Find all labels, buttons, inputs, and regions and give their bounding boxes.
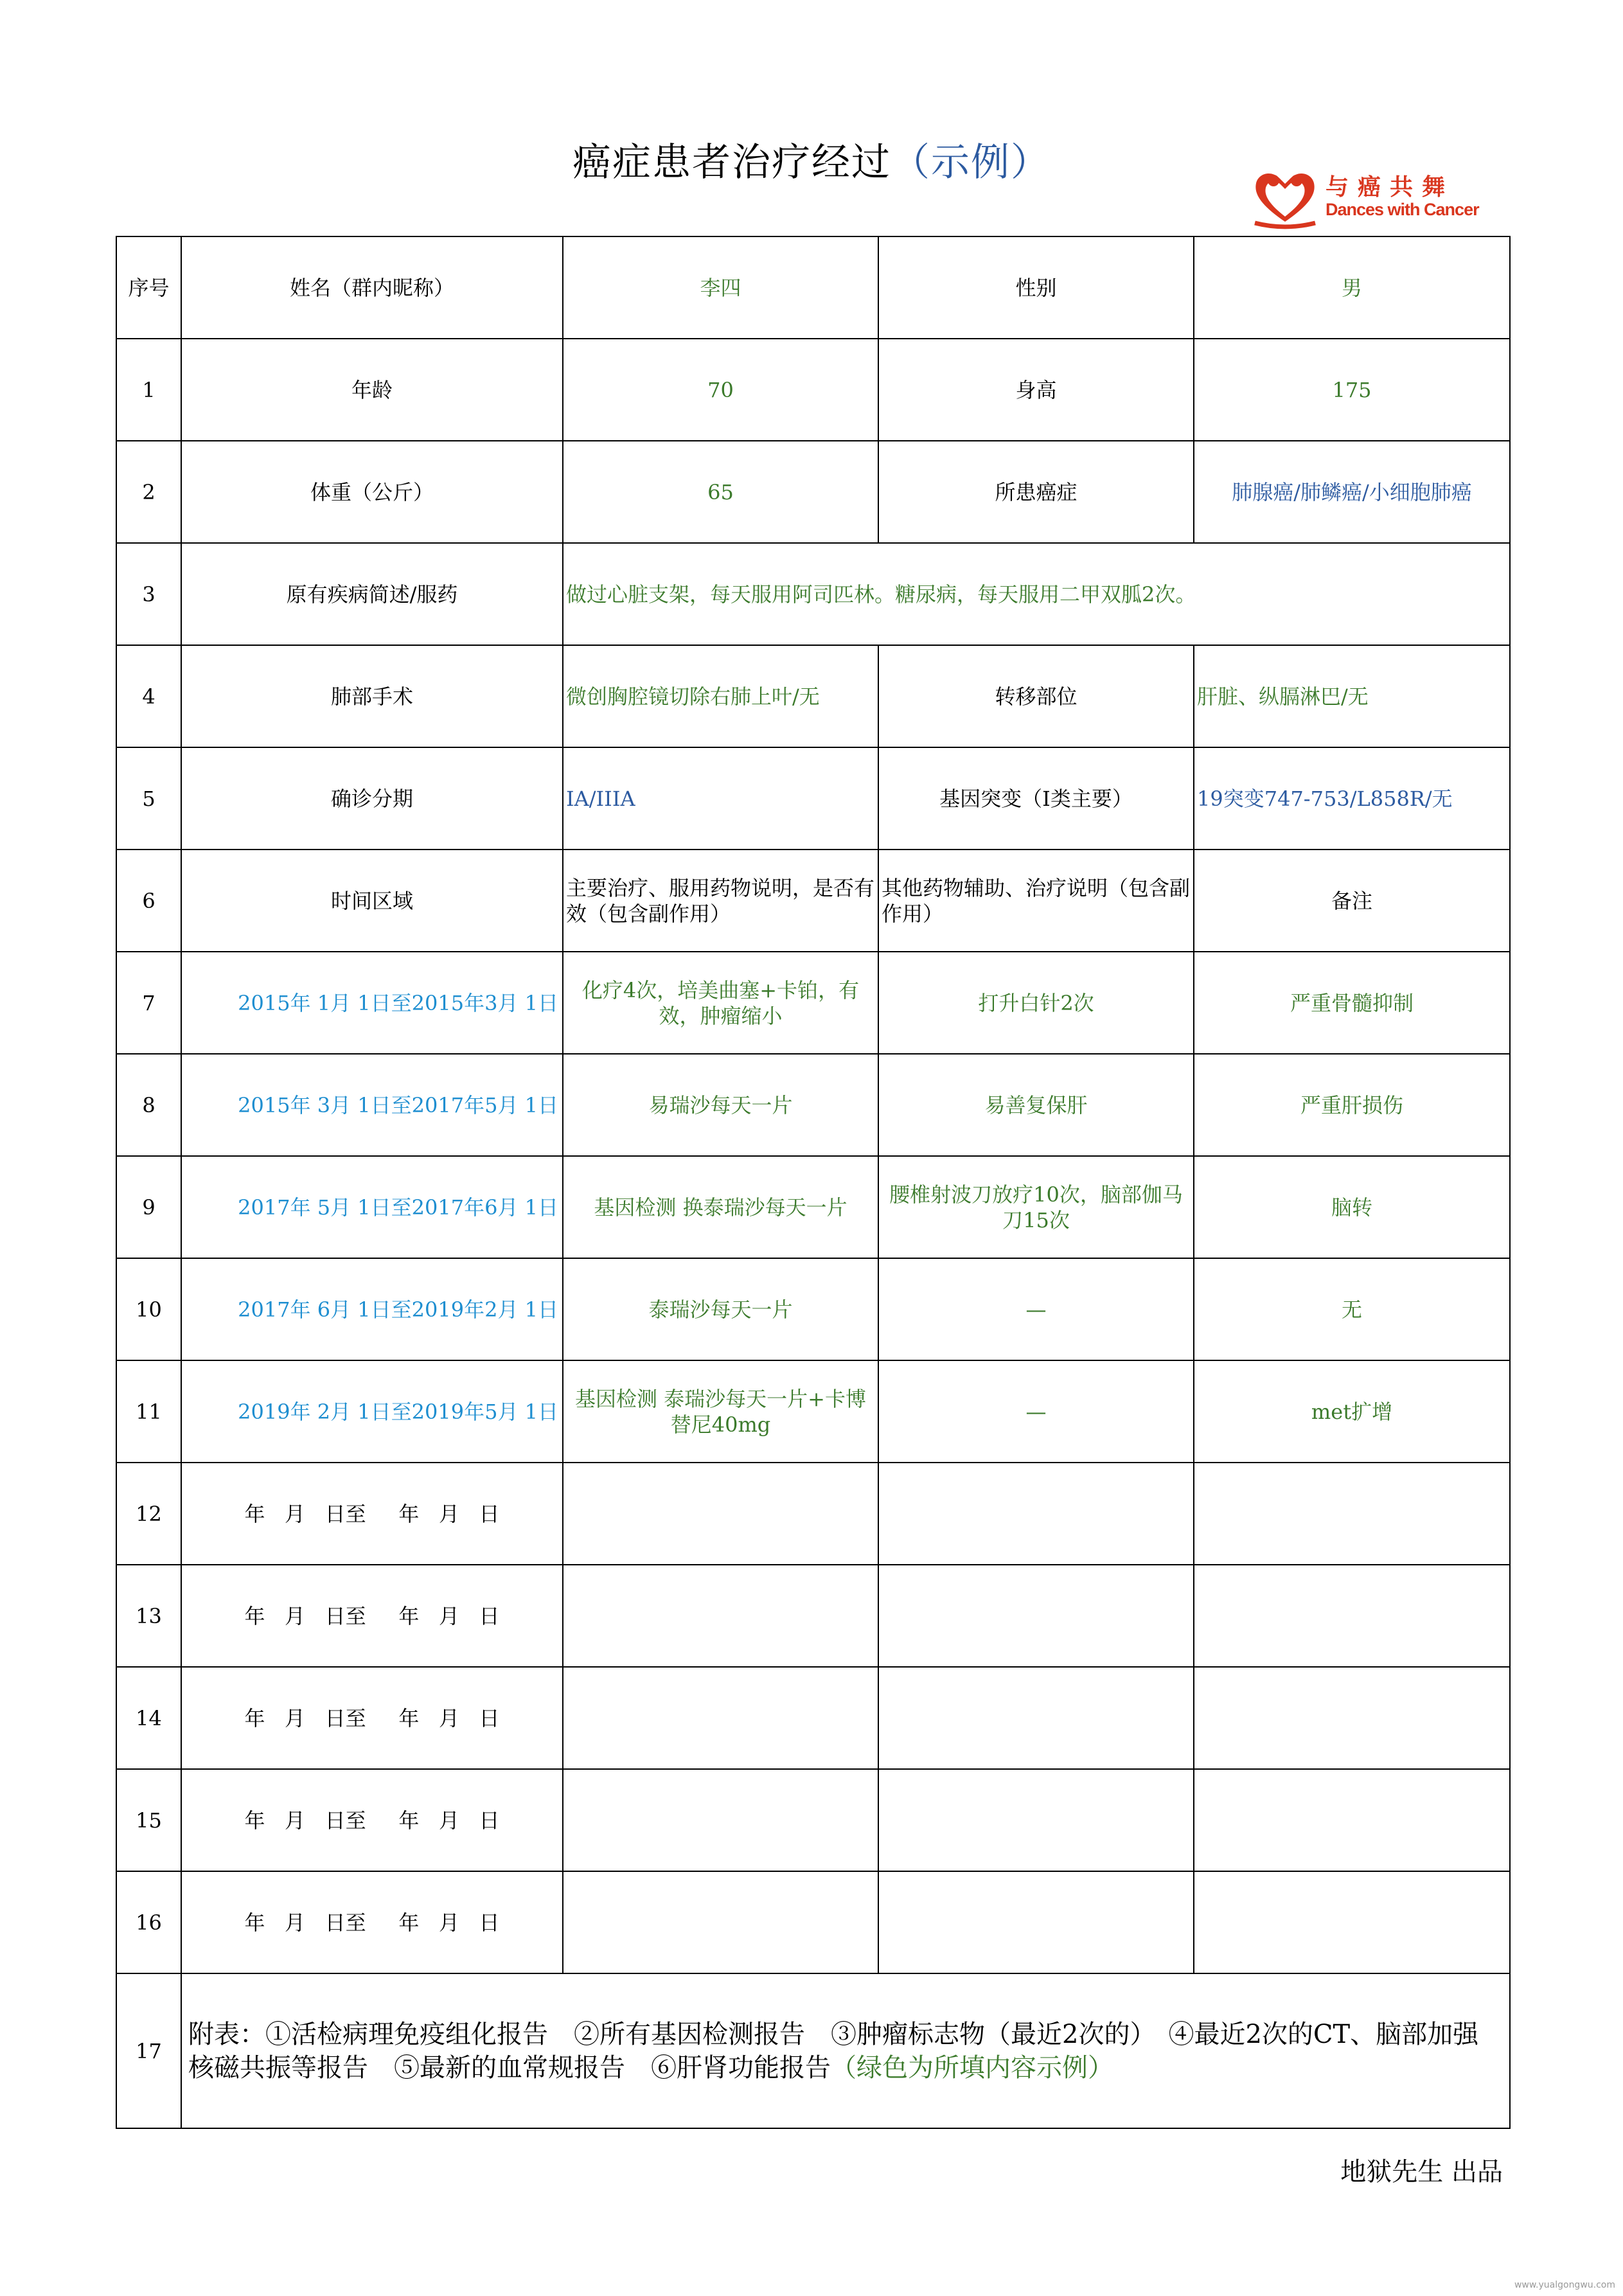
row-seq: 10 [116, 1258, 181, 1360]
watermark: www.yualgongwu.com [1514, 2280, 1615, 2290]
history-value: 做过心脏支架，每天服用阿司匹林。糖尿病，每天服用二甲双胍2次。 [563, 543, 1510, 645]
row-seq: 3 [116, 543, 181, 645]
logo-cn-text: 与癌共舞 [1326, 174, 1455, 200]
table-row [116, 543, 1510, 645]
main-treatment: 化疗4次，培美曲塞+卡铂，有效，肿瘤缩小 [563, 952, 878, 1054]
table-row [116, 1258, 1510, 1360]
footer-credit: 地狱先生 出品 [1340, 2157, 1503, 2187]
row-seq: 1 [116, 339, 181, 441]
main-treatment: 泰瑞沙每天一片 [563, 1258, 878, 1360]
height-value: 175 [1194, 339, 1510, 441]
blank-cell[interactable] [1194, 1463, 1510, 1565]
appendix-cell [181, 1973, 1510, 2128]
remark: met扩增 [1194, 1360, 1510, 1463]
date-to: 2015年3月 1日 [411, 990, 558, 1015]
stage-label: 确诊分期 [181, 747, 563, 850]
table-row [116, 1156, 1510, 1258]
date-separator: 至 [391, 1092, 412, 1117]
age-label: 年龄 [181, 339, 563, 441]
date-separator: 至 [391, 1195, 412, 1220]
name-label: 姓名（群内昵称） [181, 236, 563, 339]
logo [1243, 164, 1487, 235]
main-treatment: 基因检测 换泰瑞沙每天一片 [563, 1156, 878, 1258]
date-range [181, 1156, 563, 1258]
date-from: 2017年 5月 1日 [238, 1195, 391, 1220]
history-label: 原有疾病简述/服药 [181, 543, 563, 645]
gender-value: 男 [1194, 236, 1510, 339]
treatment-table [116, 236, 1511, 2129]
blank-cell[interactable] [563, 1565, 878, 1667]
row-seq: 13 [116, 1565, 181, 1667]
date-to: 2019年2月 1日 [411, 1297, 558, 1322]
row-seq: 11 [116, 1360, 181, 1463]
date-from: 2017年 6月 1日 [238, 1297, 391, 1322]
row-seq: 9 [116, 1156, 181, 1258]
blank-cell[interactable] [1194, 1871, 1510, 1973]
date-separator: 至 [391, 990, 412, 1015]
row-seq: 4 [116, 645, 181, 747]
title-example-tag: （示例） [891, 140, 1051, 185]
weight-value: 65 [563, 441, 878, 543]
blank-cell[interactable] [563, 1769, 878, 1871]
date-range [181, 952, 563, 1054]
aux-treatment: — [878, 1258, 1194, 1360]
row-seq: 14 [116, 1667, 181, 1769]
table-row [116, 1054, 1510, 1156]
row-seq: 8 [116, 1054, 181, 1156]
aux-treatment: — [878, 1360, 1194, 1463]
table-row [116, 1463, 1510, 1565]
blank-cell[interactable] [878, 1463, 1194, 1565]
blank-date-range[interactable]: 年 月 日至 年 月 日 [181, 1565, 563, 1667]
main-treatment: 易瑞沙每天一片 [563, 1054, 878, 1156]
cancer-type-value: 肺腺癌/肺鳞癌/小细胞肺癌 [1194, 441, 1510, 543]
remark: 严重肝损伤 [1194, 1054, 1510, 1156]
seq-header: 序号 [116, 236, 181, 339]
title-main: 癌症患者治疗经过 [572, 140, 891, 185]
table-row [116, 645, 1510, 747]
blank-date-range[interactable]: 年 月 日至 年 月 日 [181, 1667, 563, 1769]
appendix-row [116, 1973, 1510, 2128]
aux-treatment: 打升白针2次 [878, 952, 1194, 1054]
header-row [116, 236, 1510, 339]
row-seq: 6 [116, 850, 181, 952]
remarks-header: 备注 [1194, 850, 1510, 952]
surgery-label: 肺部手术 [181, 645, 563, 747]
row-seq: 2 [116, 441, 181, 543]
blank-cell[interactable] [563, 1667, 878, 1769]
stage-value: IA/IIIA [563, 747, 878, 850]
table-row [116, 441, 1510, 543]
date-to: 2017年5月 1日 [411, 1092, 558, 1117]
table-row [116, 850, 1510, 952]
date-range [181, 1258, 563, 1360]
blank-cell[interactable] [878, 1871, 1194, 1973]
date-separator: 至 [391, 1297, 412, 1322]
time-range-header: 时间区域 [181, 850, 563, 952]
table-row [116, 952, 1510, 1054]
blank-cell[interactable] [878, 1565, 1194, 1667]
row-seq: 5 [116, 747, 181, 850]
heart-hands-icon [1250, 166, 1320, 231]
surgery-value: 微创胸腔镜切除右肺上叶/无 [563, 645, 878, 747]
mutation-value: 19突变747-753/L858R/无 [1194, 747, 1510, 850]
date-from: 2015年 1月 1日 [238, 990, 391, 1015]
name-value: 李四 [563, 236, 878, 339]
remark: 无 [1194, 1258, 1510, 1360]
date-from: 2015年 3月 1日 [238, 1092, 391, 1117]
logo-en-text: Dances with Cancer [1326, 200, 1479, 219]
table-row [116, 1565, 1510, 1667]
age-value: 70 [563, 339, 878, 441]
blank-cell[interactable] [563, 1871, 878, 1973]
blank-cell[interactable] [1194, 1667, 1510, 1769]
cancer-type-label: 所患癌症 [878, 441, 1194, 543]
aux-treatment-header: 其他药物辅助、治疗说明（包含副作用） [878, 850, 1194, 952]
main-treatment-header: 主要治疗、服用药物说明，是否有效（包含副作用） [563, 850, 878, 952]
date-separator: 至 [391, 1399, 412, 1424]
main-treatment: 基因检测 泰瑞沙每天一片+卡博替尼40mg [563, 1360, 878, 1463]
gender-label: 性别 [878, 236, 1194, 339]
blank-cell[interactable] [563, 1463, 878, 1565]
blank-date-range[interactable]: 年 月 日至 年 月 日 [181, 1463, 563, 1565]
blank-cell[interactable] [1194, 1565, 1510, 1667]
date-to: 2017年6月 1日 [411, 1195, 558, 1220]
blank-date-range[interactable]: 年 月 日至 年 月 日 [181, 1871, 563, 1973]
blank-cell[interactable] [878, 1667, 1194, 1769]
row-seq: 12 [116, 1463, 181, 1565]
table-row [116, 1769, 1510, 1871]
mutation-label: 基因突变（I类主要） [878, 747, 1194, 850]
height-label: 身高 [878, 339, 1194, 441]
row-seq: 16 [116, 1871, 181, 1973]
aux-treatment: 腰椎射波刀放疗10次，脑部伽马刀15次 [878, 1156, 1194, 1258]
table-row [116, 1667, 1510, 1769]
appendix-text: 附表：①活检病理免疫组化报告 ②所有基因检测报告 ③肿瘤标志物（最近2次的） ④最近2次的CT、脑部加强核磁共振等报告 ⑤最新的血常规报告 ⑥肝肾功能报告 [188, 2019, 1479, 2083]
date-to: 2019年5月 1日 [411, 1399, 558, 1424]
date-range [181, 1360, 563, 1463]
aux-treatment: 易善复保肝 [878, 1054, 1194, 1156]
table-row [116, 1360, 1510, 1463]
blank-cell[interactable] [1194, 1769, 1510, 1871]
appendix-note: （绿色为所填内容示例） [831, 2052, 1113, 2083]
remark: 脑转 [1194, 1156, 1510, 1258]
row-seq: 17 [116, 1973, 181, 2128]
metastasis-value: 肝脏、纵膈淋巴/无 [1194, 645, 1510, 747]
date-from: 2019年 2月 1日 [238, 1399, 391, 1424]
row-seq: 7 [116, 952, 181, 1054]
table-row [116, 339, 1510, 441]
weight-label: 体重（公斤） [181, 441, 563, 543]
table-row [116, 747, 1510, 850]
remark: 严重骨髓抑制 [1194, 952, 1510, 1054]
table-row [116, 1871, 1510, 1973]
blank-cell[interactable] [878, 1769, 1194, 1871]
blank-date-range[interactable]: 年 月 日至 年 月 日 [181, 1769, 563, 1871]
date-range [181, 1054, 563, 1156]
metastasis-label: 转移部位 [878, 645, 1194, 747]
row-seq: 15 [116, 1769, 181, 1871]
